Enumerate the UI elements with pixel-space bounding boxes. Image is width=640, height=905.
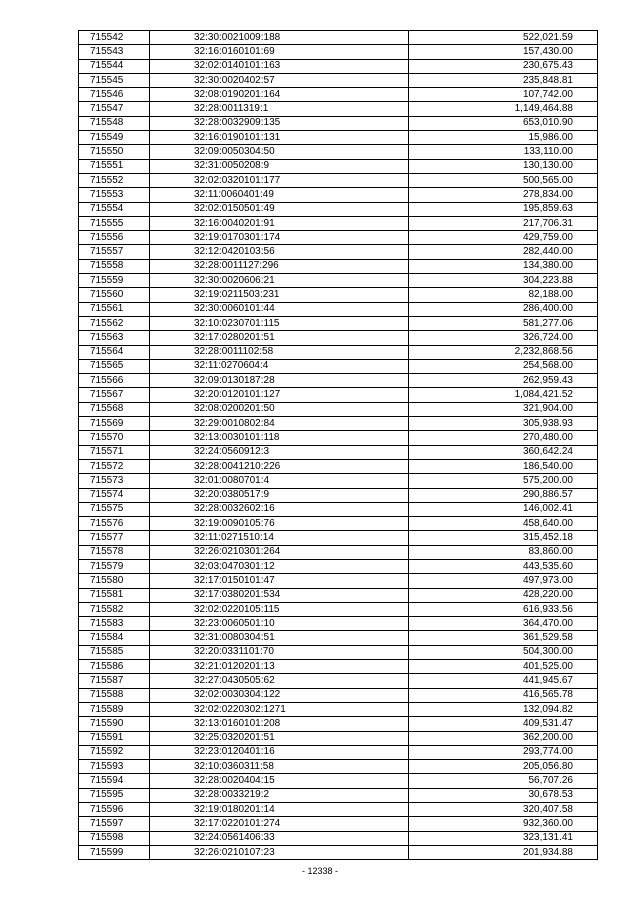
record-id-cell: 715597 [79,817,150,831]
cadastral-number-cell: 32:01:0080701:4 [150,474,409,488]
cadastral-number-cell: 32:17:0150101:47 [150,574,409,588]
record-id-cell: 715571 [79,445,150,459]
table-row [79,388,598,402]
cadastral-number-cell: 32:23:0060501:10 [150,617,409,631]
table-row [79,131,598,145]
table-row [79,116,598,130]
amount-cell: 304,223.88 [409,274,598,288]
cadastral-number-cell: 32:19:0170301:174 [150,231,409,245]
cadastral-number-cell: 32:28:0011319:1 [150,102,409,116]
record-id-cell: 715545 [79,73,150,87]
amount-cell: 932,360.00 [409,817,598,831]
record-id-cell: 715547 [79,102,150,116]
amount-cell: 205,056.80 [409,760,598,774]
table-row [79,302,598,316]
amount-cell: 320,407.58 [409,803,598,817]
record-id-cell: 715565 [79,359,150,373]
record-id-cell: 715596 [79,803,150,817]
record-id-cell: 715549 [79,131,150,145]
table-row [79,831,598,845]
table-row [79,331,598,345]
table-row [79,345,598,359]
cadastral-number-cell: 32:29:0010802:84 [150,417,409,431]
table-row [79,631,598,645]
amount-cell: 409,531.47 [409,717,598,731]
cadastral-number-cell: 32:16:0040201:91 [150,216,409,230]
table-row [79,459,598,473]
table-row [79,316,598,330]
table-row [79,559,598,573]
amount-cell: 575,200.00 [409,474,598,488]
table-row [79,617,598,631]
cadastral-number-cell: 32:16:0160101:69 [150,45,409,59]
record-id-cell: 715556 [79,231,150,245]
amount-cell: 653,010.90 [409,116,598,130]
cadastral-number-cell: 32:10:0360311:58 [150,760,409,774]
record-id-cell: 715563 [79,331,150,345]
amount-cell: 186,540.00 [409,459,598,473]
table-row [79,645,598,659]
cadastral-number-cell: 32:11:0270604:4 [150,359,409,373]
cadastral-number-cell: 32:20:0120101:127 [150,388,409,402]
record-id-cell: 715579 [79,559,150,573]
record-id-cell: 715557 [79,245,150,259]
record-id-cell: 715590 [79,717,150,731]
record-id-cell: 715542 [79,31,150,45]
amount-cell: 201,934.88 [409,845,598,859]
record-id-cell: 715562 [79,316,150,330]
amount-cell: 497,973.00 [409,574,598,588]
amount-cell: 361,529.58 [409,631,598,645]
amount-cell: 401,525.00 [409,660,598,674]
table-row [79,73,598,87]
amount-cell: 82,188.00 [409,288,598,302]
cadastral-number-cell: 32:19:0090105:76 [150,517,409,531]
record-id-cell: 715570 [79,431,150,445]
amount-cell: 290,886.57 [409,488,598,502]
cadastral-number-cell: 32:17:0380201:534 [150,588,409,602]
record-id-cell: 715567 [79,388,150,402]
amount-cell: 315,452.18 [409,531,598,545]
cadastral-number-cell: 32:25:0320201:51 [150,731,409,745]
cadastral-number-cell: 32:20:0380517:9 [150,488,409,502]
record-id-cell: 715564 [79,345,150,359]
amount-cell: 428,220.00 [409,588,598,602]
cadastral-number-cell: 32:30:0060101:44 [150,302,409,316]
record-id-cell: 715575 [79,502,150,516]
records-table [78,30,598,860]
amount-cell: 157,430.00 [409,45,598,59]
record-id-cell: 715550 [79,145,150,159]
table-row [79,173,598,187]
record-id-cell: 715554 [79,202,150,216]
amount-cell: 133,110.00 [409,145,598,159]
record-id-cell: 715576 [79,517,150,531]
cadastral-number-cell: 32:30:0020606:21 [150,274,409,288]
amount-cell: 230,675.43 [409,59,598,73]
cadastral-number-cell: 32:21:0120201:13 [150,660,409,674]
record-id-cell: 715569 [79,417,150,431]
record-id-cell: 715586 [79,660,150,674]
cadastral-number-cell: 32:03:0470301:12 [150,559,409,573]
amount-cell: 30,678.53 [409,788,598,802]
cadastral-number-cell: 32:28:0011102:58 [150,345,409,359]
cadastral-number-cell: 32:02:0150501:49 [150,202,409,216]
table-row [79,817,598,831]
table-row [79,502,598,516]
amount-cell: 235,848.81 [409,73,598,87]
cadastral-number-cell: 32:02:0220302:1271 [150,702,409,716]
cadastral-number-cell: 32:02:0030304:122 [150,688,409,702]
cadastral-number-cell: 32:28:0033219:2 [150,788,409,802]
table-row [79,159,598,173]
amount-cell: 416,565.78 [409,688,598,702]
amount-cell: 443,535.60 [409,559,598,573]
table-row [79,660,598,674]
cadastral-number-cell: 32:20:0331101:70 [150,645,409,659]
amount-cell: 270,480.00 [409,431,598,445]
table-row [79,59,598,73]
cadastral-number-cell: 32:28:0032602:16 [150,502,409,516]
amount-cell: 522,021.59 [409,31,598,45]
cadastral-number-cell: 32:02:0220105:115 [150,602,409,616]
cadastral-number-cell: 32:10:0230701:115 [150,316,409,330]
amount-cell: 286,400.00 [409,302,598,316]
table-row [79,488,598,502]
record-id-cell: 715572 [79,459,150,473]
amount-cell: 326,724.00 [409,331,598,345]
table-row [79,259,598,273]
record-id-cell: 715581 [79,588,150,602]
amount-cell: 581,277.06 [409,316,598,330]
table-row [79,216,598,230]
cadastral-number-cell: 32:09:0050304:50 [150,145,409,159]
cadastral-number-cell: 32:30:0020402:57 [150,73,409,87]
record-id-cell: 715585 [79,645,150,659]
cadastral-number-cell: 32:27:0430505:62 [150,674,409,688]
amount-cell: 500,565.00 [409,173,598,187]
cadastral-number-cell: 32:13:0030101:118 [150,431,409,445]
record-id-cell: 715583 [79,617,150,631]
table-row [79,731,598,745]
table-row [79,760,598,774]
cadastral-number-cell: 32:17:0220101:274 [150,817,409,831]
cadastral-number-cell: 32:28:0020404:15 [150,774,409,788]
table-row [79,45,598,59]
record-id-cell: 715587 [79,674,150,688]
record-id-cell: 715574 [79,488,150,502]
cadastral-number-cell: 32:08:0200201:50 [150,402,409,416]
amount-cell: 360,642.24 [409,445,598,459]
amount-cell: 282,440.00 [409,245,598,259]
amount-cell: 132,094.82 [409,702,598,716]
table-row [79,402,598,416]
table-row [79,274,598,288]
record-id-cell: 715568 [79,402,150,416]
amount-cell: 195,859.63 [409,202,598,216]
amount-cell: 504,300.00 [409,645,598,659]
amount-cell: 83,860.00 [409,545,598,559]
record-id-cell: 715560 [79,288,150,302]
table-row [79,688,598,702]
record-id-cell: 715573 [79,474,150,488]
cadastral-number-cell: 32:28:0011127:296 [150,259,409,273]
record-id-cell: 715551 [79,159,150,173]
cadastral-number-cell: 32:08:0190201:164 [150,88,409,102]
cadastral-number-cell: 32:13:0160101:208 [150,717,409,731]
table-row [79,717,598,731]
amount-cell: 217,706.31 [409,216,598,230]
table-row [79,803,598,817]
record-id-cell: 715559 [79,274,150,288]
records-table-body [79,31,598,860]
table-row [79,359,598,373]
table-row [79,417,598,431]
amount-cell: 441,945.67 [409,674,598,688]
page-number: - 12338 - [301,866,339,876]
amount-cell: 134,380.00 [409,259,598,273]
table-row [79,474,598,488]
record-id-cell: 715599 [79,845,150,859]
amount-cell: 321,904.00 [409,402,598,416]
cadastral-number-cell: 32:26:0210301:264 [150,545,409,559]
record-id-cell: 715589 [79,702,150,716]
table-row [79,102,598,116]
amount-cell: 1,084,421.52 [409,388,598,402]
amount-cell: 2,232,868.56 [409,345,598,359]
cadastral-number-cell: 32:26:0210107:23 [150,845,409,859]
amount-cell: 616,933.56 [409,602,598,616]
table-row [79,588,598,602]
amount-cell: 305,938.93 [409,417,598,431]
amount-cell: 262,959.43 [409,374,598,388]
table-row [79,431,598,445]
amount-cell: 254,568.00 [409,359,598,373]
record-id-cell: 715553 [79,188,150,202]
record-id-cell: 715595 [79,788,150,802]
table-row [79,517,598,531]
record-id-cell: 715558 [79,259,150,273]
cadastral-number-cell: 32:16:0190101:131 [150,131,409,145]
cadastral-number-cell: 32:24:0561406:33 [150,831,409,845]
table-row [79,602,598,616]
cadastral-number-cell: 32:09:0130187:28 [150,374,409,388]
amount-cell: 15,986.00 [409,131,598,145]
amount-cell: 364,470.00 [409,617,598,631]
record-id-cell: 715577 [79,531,150,545]
cadastral-number-cell: 32:31:0050208:9 [150,159,409,173]
amount-cell: 146,002.41 [409,502,598,516]
cadastral-number-cell: 32:28:0032909:135 [150,116,409,130]
cadastral-number-cell: 32:31:0080304:51 [150,631,409,645]
table-row [79,374,598,388]
cadastral-number-cell: 32:30:0021009:188 [150,31,409,45]
record-id-cell: 715552 [79,173,150,187]
table-row [79,774,598,788]
amount-cell: 362,200.00 [409,731,598,745]
cadastral-number-cell: 32:19:0180201:14 [150,803,409,817]
amount-cell: 323,131.41 [409,831,598,845]
table-row [79,445,598,459]
amount-cell: 56,707.26 [409,774,598,788]
record-id-cell: 715584 [79,631,150,645]
amount-cell: 458,640.00 [409,517,598,531]
record-id-cell: 715561 [79,302,150,316]
record-id-cell: 715591 [79,731,150,745]
amount-cell: 278,834.00 [409,188,598,202]
record-id-cell: 715580 [79,574,150,588]
cadastral-number-cell: 32:28:0041210:226 [150,459,409,473]
table-row [79,188,598,202]
table-row [79,145,598,159]
cadastral-number-cell: 32:19:0211503:231 [150,288,409,302]
record-id-cell: 715593 [79,760,150,774]
cadastral-number-cell: 32:12:0420103:56 [150,245,409,259]
table-row [79,574,598,588]
record-id-cell: 715588 [79,688,150,702]
record-id-cell: 715546 [79,88,150,102]
table-row [79,202,598,216]
table-row [79,288,598,302]
table-row [79,845,598,859]
cadastral-number-cell: 32:11:0060401:49 [150,188,409,202]
table-row [79,231,598,245]
table-row [79,88,598,102]
record-id-cell: 715544 [79,59,150,73]
cadastral-number-cell: 32:24:0560912:3 [150,445,409,459]
amount-cell: 1,149,464.88 [409,102,598,116]
cadastral-number-cell: 32:02:0140101:163 [150,59,409,73]
table-row [79,31,598,45]
cadastral-number-cell: 32:11:0271510:14 [150,531,409,545]
table-row [79,702,598,716]
record-id-cell: 715578 [79,545,150,559]
record-id-cell: 715566 [79,374,150,388]
table-row [79,674,598,688]
record-id-cell: 715543 [79,45,150,59]
amount-cell: 130,130.00 [409,159,598,173]
amount-cell: 107,742.00 [409,88,598,102]
table-row [79,245,598,259]
record-id-cell: 715598 [79,831,150,845]
table-row [79,531,598,545]
record-id-cell: 715582 [79,602,150,616]
amount-cell: 293,774.00 [409,745,598,759]
table-row [79,745,598,759]
table-row [79,545,598,559]
record-id-cell: 715594 [79,774,150,788]
table-row [79,788,598,802]
amount-cell: 429,759.00 [409,231,598,245]
cadastral-number-cell: 32:17:0280201:51 [150,331,409,345]
cadastral-number-cell: 32:02:0320101:177 [150,173,409,187]
record-id-cell: 715548 [79,116,150,130]
record-id-cell: 715592 [79,745,150,759]
record-id-cell: 715555 [79,216,150,230]
cadastral-number-cell: 32:23:0120401:16 [150,745,409,759]
